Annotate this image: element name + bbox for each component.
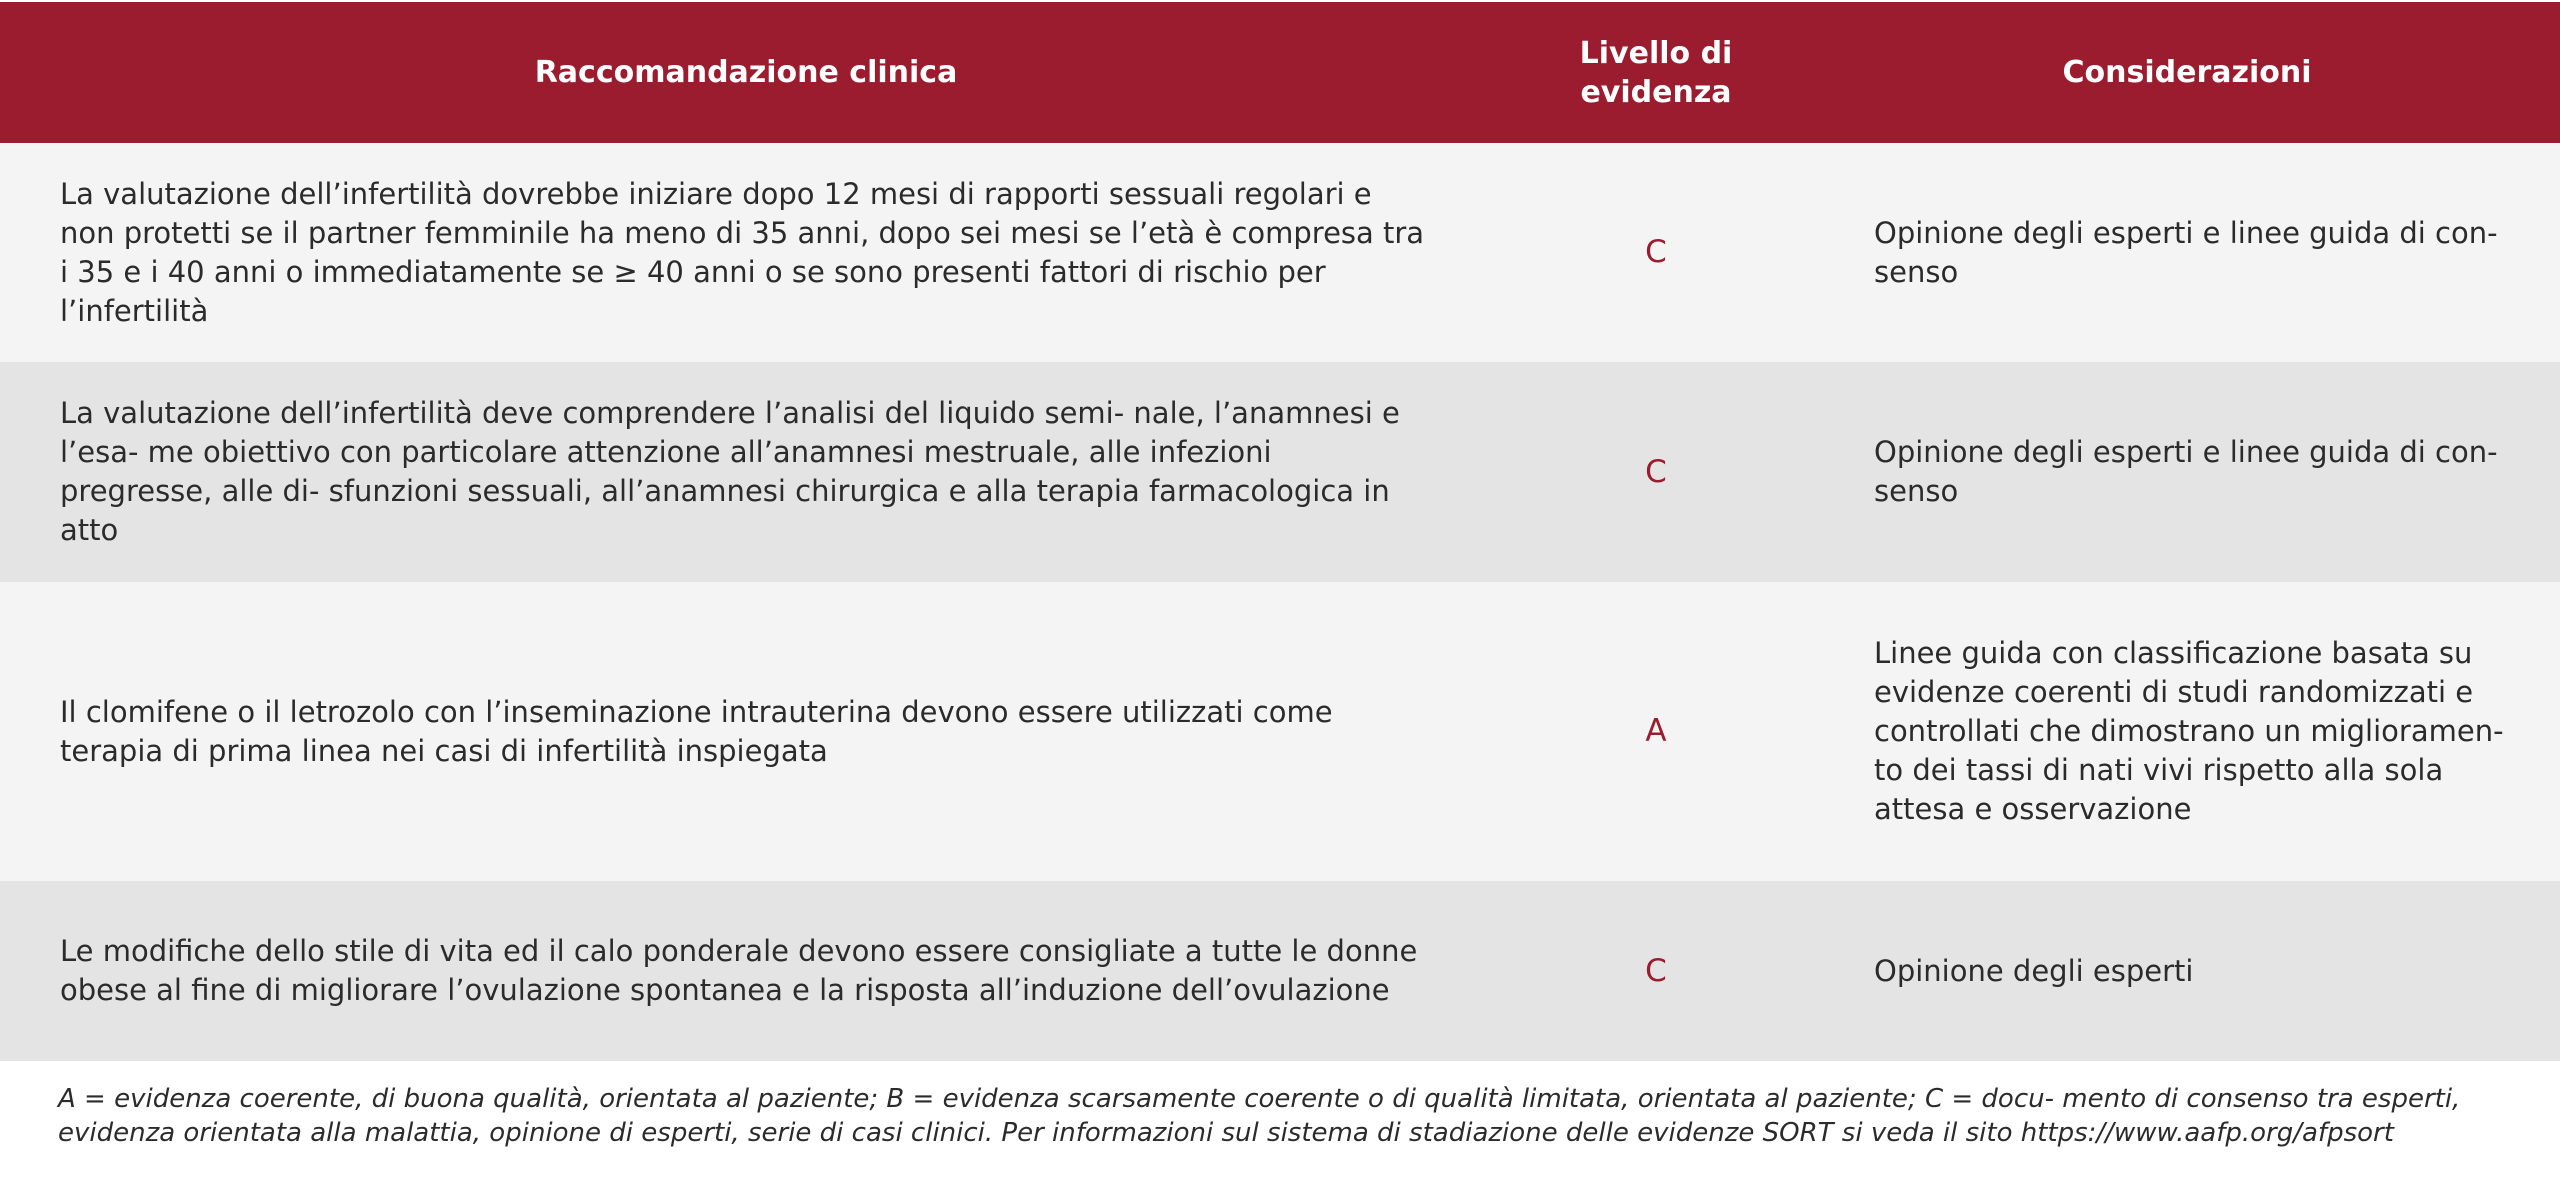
header-recommendation: Raccomandazione clinica [534,55,958,90]
recommendation-cell: La valutazione dell’infertilità dovrebbe iniziare dopo 12 mesi di rapporti sessuali regolari e non protetti se il partner femminile ha meno di 35 anni, dopo sei mesi se l’età è compresa tra i 35 e i 40 anni o immediatamente se ≥ 40 anni o se sono presenti fattori di rischio per l’infertilità [60,176,1425,328]
recommendation-cell: La valutazione dell’infertilità deve comprendere l’analisi del liquido semi- nale, l’anamnesi e l’esa- me obiettivo con particolare attenzione all’anamnesi mestruale, alle infezioni pregresse, alle di- sfunzioni sessuali, all’anamnesi chirurgica e alla terapia farmacologica in atto [60,396,1400,547]
header-level: Livello di evidenza [1579,35,1733,110]
considerations-cell: Opinione degli esperti e linee guida di con- senso [1874,435,2498,508]
recommendation-cell: Il clomifene o il letrozolo con l’inseminazione intrauterina devono essere utilizzati come terapia di prima linea nei casi di infertilità inspiegata [60,694,1333,768]
table-footnote: A = evidenza coerente, di buona qualità, orientata al paziente; B = evidenza scarsamente coerente o di qualità limitata, orientata al paziente; C = docu- mento di consenso tra esperti, evidenza orientata alla malattia, opinione di esperti, serie di casi clinici. Per informazioni sul sistema di stadiazione delle evidenze SORT si veda il sito https://www.aafp.org/afpsort [58,1084,2461,1148]
recommendations-table [0,2,2560,1061]
table-row [0,362,2560,582]
header-considerations: Considerazioni [2062,55,2312,90]
table-header [0,2,2560,143]
evidence-level-cell: A [1645,713,1667,749]
recommendation-cell: Le modifiche dello stile di vita ed il calo ponderale devono essere consigliate a tutte le donne obese al fine di migliorare l’ovulazione spontanea e la risposta all’induzione dell’ovulazione [60,934,1418,1007]
table-row [0,143,2560,362]
table-row [0,881,2560,1061]
evidence-level-cell: C [1645,952,1667,989]
table-row [0,582,2560,881]
considerations-cell: Opinione degli esperti e linee guida di con- senso [1874,215,2498,289]
considerations-cell: Linee guida con classificazione basata su evidenze coerenti di studi randomizzati e controllati che dimostrano un miglioramen- to dei tassi di nati vivi rispetto alla sola attesa e osservazione [1874,636,2504,826]
evidence-level-cell: C [1645,234,1667,270]
considerations-cell: Opinione degli esperti [1874,953,2194,988]
evidence-level-cell: C [1645,453,1667,490]
